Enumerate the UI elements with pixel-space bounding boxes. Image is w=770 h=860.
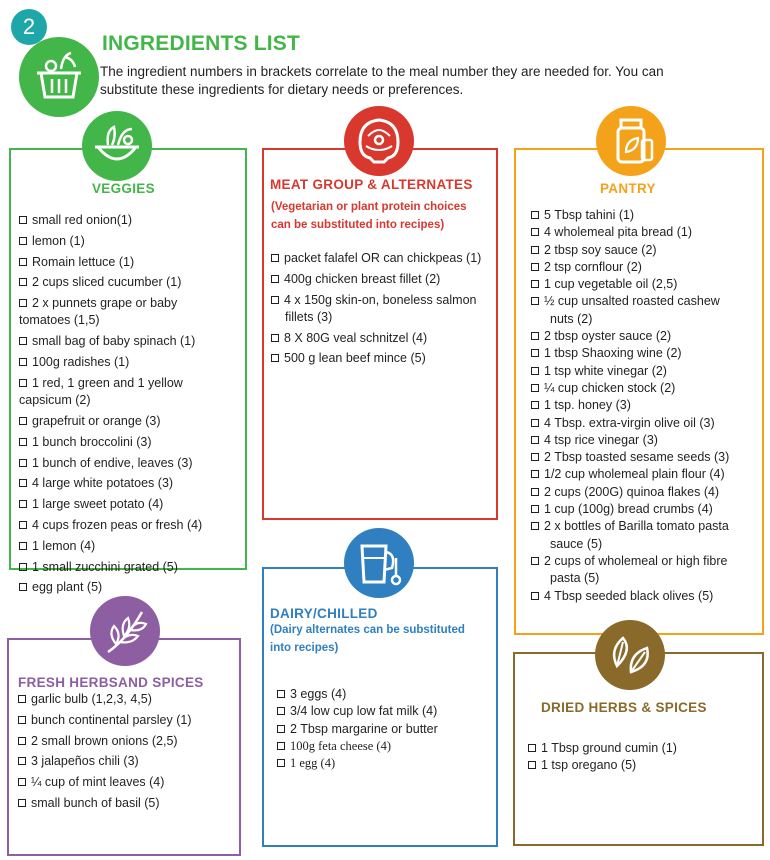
list-item bbox=[531, 224, 759, 241]
checkbox[interactable] bbox=[19, 583, 27, 591]
checkbox[interactable] bbox=[19, 542, 27, 550]
item-text: fillets (3) bbox=[285, 309, 333, 324]
checkbox[interactable] bbox=[19, 216, 27, 224]
item-text: small bag of baby spinach (1) bbox=[32, 334, 196, 349]
list-item bbox=[531, 501, 759, 518]
pantry-list bbox=[531, 207, 759, 605]
item-text: 2 Tbsp toasted sesame seeds (3) bbox=[544, 450, 730, 465]
item-text: 100g radishes (1) bbox=[32, 355, 130, 370]
checkbox[interactable] bbox=[18, 737, 26, 745]
item-text: tomatoes (1,5) bbox=[19, 313, 100, 328]
item-text: 2 Tbsp margarine or butter bbox=[290, 721, 438, 736]
item-text: 4 Tbsp seeded black olives (5) bbox=[544, 588, 714, 603]
item-text: capsicum (2) bbox=[19, 393, 91, 408]
item-text: 1 lemon (4) bbox=[32, 538, 96, 553]
list-item bbox=[271, 330, 493, 347]
checkbox[interactable] bbox=[19, 521, 27, 529]
list-item bbox=[531, 363, 759, 380]
list-item bbox=[531, 328, 759, 345]
dairy-list bbox=[277, 686, 492, 772]
checkbox[interactable] bbox=[19, 379, 27, 387]
dried-list bbox=[528, 740, 758, 775]
checkbox[interactable] bbox=[528, 744, 536, 752]
item-text: garlic bulb (1,2,3, 4,5) bbox=[31, 692, 152, 706]
checkbox[interactable] bbox=[19, 278, 27, 286]
item-text: 2 cups sliced cucumber (1) bbox=[32, 275, 182, 290]
list-item bbox=[531, 242, 759, 259]
item-text: 2 cups of wholemeal or high fibre bbox=[544, 553, 728, 568]
list-item bbox=[271, 350, 493, 367]
herb-sprig-icon bbox=[90, 596, 160, 666]
item-text: 4 wholemeal pita bread (1) bbox=[544, 225, 692, 240]
checkbox[interactable] bbox=[531, 453, 539, 461]
checkbox[interactable] bbox=[18, 757, 26, 765]
item-text: small bunch of basil (5) bbox=[31, 795, 160, 810]
item-text: 4 tsp rice vinegar (3) bbox=[544, 432, 658, 447]
list-item bbox=[531, 276, 759, 293]
checkbox[interactable] bbox=[531, 505, 539, 513]
item-text: ¼ cup of mint leaves (4) bbox=[31, 775, 165, 790]
salad-bowl-icon bbox=[82, 111, 152, 181]
checkbox[interactable] bbox=[531, 488, 539, 496]
list-item bbox=[277, 738, 492, 755]
list-item bbox=[19, 274, 241, 291]
list-item bbox=[531, 397, 759, 414]
list-item bbox=[531, 588, 759, 605]
checkbox[interactable] bbox=[19, 479, 27, 487]
item-text: 5 Tbsp tahini (1) bbox=[544, 208, 635, 222]
list-item bbox=[18, 774, 236, 791]
checkbox[interactable] bbox=[531, 522, 539, 530]
checkbox[interactable] bbox=[277, 690, 285, 698]
checkbox[interactable] bbox=[531, 280, 539, 288]
item-text: 500 g lean beef mince (5) bbox=[284, 351, 426, 366]
veggies-heading: VEGGIES bbox=[92, 181, 155, 196]
item-text: pasta (5) bbox=[550, 571, 600, 586]
checkbox[interactable] bbox=[531, 470, 539, 478]
checkbox[interactable] bbox=[531, 297, 539, 305]
list-item bbox=[531, 518, 759, 535]
list-item bbox=[19, 434, 241, 451]
list-item bbox=[271, 271, 493, 288]
item-text: 2 cups (200G) quinoa flakes (4) bbox=[544, 484, 720, 499]
item-text: 4 cups frozen peas or fresh (4) bbox=[32, 517, 203, 532]
list-item bbox=[531, 553, 759, 570]
checkbox[interactable] bbox=[277, 742, 285, 750]
list-item-continued bbox=[271, 309, 493, 326]
list-item bbox=[19, 254, 241, 271]
list-item bbox=[19, 295, 241, 312]
checkbox[interactable] bbox=[19, 258, 27, 266]
item-text: 4 x 150g skin-on, boneless salmon bbox=[284, 292, 477, 307]
list-item bbox=[19, 233, 241, 250]
item-text: 2 tsp cornflour (2) bbox=[544, 259, 642, 274]
meat-list bbox=[271, 250, 493, 371]
dried-heading: DRIED HERBS & SPICES bbox=[541, 700, 707, 715]
list-item bbox=[19, 475, 241, 492]
checkbox[interactable] bbox=[531, 246, 539, 254]
list-item bbox=[19, 538, 241, 555]
herbs-heading: FRESH HERBSAND SPICES bbox=[18, 675, 204, 690]
checkbox[interactable] bbox=[271, 296, 279, 304]
checkbox[interactable] bbox=[528, 761, 536, 769]
item-text: small red onion(1) bbox=[32, 213, 133, 227]
checkbox[interactable] bbox=[531, 332, 539, 340]
checkbox[interactable] bbox=[531, 263, 539, 271]
checkbox[interactable] bbox=[19, 417, 27, 425]
list-item bbox=[19, 354, 241, 371]
item-text: sauce (5) bbox=[550, 536, 603, 551]
item-text: 1 tsp oregano (5) bbox=[541, 758, 637, 773]
salmon-steak-icon bbox=[344, 106, 414, 176]
checkbox[interactable] bbox=[19, 299, 27, 307]
intro-text bbox=[100, 63, 740, 99]
checkbox[interactable] bbox=[18, 778, 26, 786]
item-text: 2 x bottles of Barilla tomato pasta bbox=[544, 519, 729, 534]
milk-jug-icon bbox=[344, 528, 414, 598]
list-item bbox=[277, 703, 492, 720]
basket-icon bbox=[19, 37, 99, 117]
item-text: egg plant (5) bbox=[32, 580, 103, 595]
meat-note-line-1: (Vegetarian or plant protein choices bbox=[271, 201, 467, 213]
list-item-continued bbox=[531, 536, 759, 553]
jars-icon bbox=[596, 106, 666, 176]
item-text: 1 bunch broccolini (3) bbox=[32, 434, 152, 449]
checkbox[interactable] bbox=[277, 759, 285, 767]
checkbox[interactable] bbox=[19, 459, 27, 467]
item-text: 2 tbsp soy sauce (2) bbox=[544, 242, 657, 257]
list-item bbox=[531, 466, 759, 483]
checkbox[interactable] bbox=[271, 254, 279, 262]
list-item-continued bbox=[19, 392, 241, 409]
list-item bbox=[528, 740, 758, 757]
step-number-badge: 2 bbox=[11, 9, 47, 45]
list-item bbox=[277, 686, 492, 703]
item-text: 1 cup vegetable oil (2,5) bbox=[544, 277, 678, 292]
list-item bbox=[531, 449, 759, 466]
list-item-continued bbox=[531, 311, 759, 328]
checkbox[interactable] bbox=[19, 438, 27, 446]
list-item-continued bbox=[19, 312, 241, 329]
checkbox[interactable] bbox=[531, 384, 539, 392]
item-text: nuts (2) bbox=[550, 311, 593, 326]
list-item bbox=[531, 415, 759, 432]
dairy-heading: DAIRY/CHILLED bbox=[270, 606, 378, 621]
checkbox[interactable] bbox=[531, 592, 539, 600]
list-item bbox=[528, 757, 758, 774]
item-text: packet falafel OR can chickpeas (1) bbox=[284, 251, 482, 265]
pantry-heading: PANTRY bbox=[600, 181, 656, 196]
checkbox[interactable] bbox=[531, 228, 539, 236]
page-title: INGREDIENTS LIST bbox=[102, 32, 301, 55]
item-text: 100g feta cheese (4) bbox=[290, 738, 391, 753]
checkbox[interactable] bbox=[19, 237, 27, 245]
list-item bbox=[19, 375, 241, 392]
checkbox[interactable] bbox=[19, 358, 27, 366]
list-item bbox=[531, 484, 759, 501]
item-text: 1 Tbsp ground cumin (1) bbox=[541, 741, 677, 755]
item-text: lemon (1) bbox=[32, 233, 85, 248]
list-item bbox=[531, 345, 759, 362]
checkbox[interactable] bbox=[531, 436, 539, 444]
checkbox[interactable] bbox=[531, 349, 539, 357]
item-text: 3 jalapeños chili (3) bbox=[31, 754, 139, 769]
herbs-list bbox=[18, 691, 236, 816]
checkbox[interactable] bbox=[531, 557, 539, 565]
item-text: 1 tsp white vinegar (2) bbox=[544, 363, 667, 378]
intro-line-1: The ingredient numbers in brackets correlate to the meal number they are needed for. You can bbox=[100, 64, 664, 79]
checkbox[interactable] bbox=[271, 354, 279, 362]
list-item bbox=[531, 259, 759, 276]
intro-line-2: substitute these ingredients for dietary needs or preferences. bbox=[100, 82, 464, 97]
item-text: 2 x punnets grape or baby bbox=[32, 296, 178, 311]
checkbox[interactable] bbox=[271, 334, 279, 342]
dairy-note bbox=[270, 621, 465, 657]
item-text: 2 tbsp oyster sauce (2) bbox=[544, 329, 672, 344]
list-item bbox=[271, 250, 493, 267]
list-item bbox=[531, 207, 759, 224]
list-item bbox=[531, 432, 759, 449]
item-text: 400g chicken breast fillet (2) bbox=[284, 271, 441, 286]
item-text: 1 tsp. honey (3) bbox=[544, 398, 631, 413]
meat-note bbox=[271, 198, 467, 234]
item-text: 4 Tbsp. extra-virgin olive oil (3) bbox=[544, 415, 715, 430]
dairy-note-line-1: (Dairy alternates can be substituted bbox=[270, 624, 465, 636]
list-item bbox=[18, 691, 236, 708]
list-item bbox=[19, 517, 241, 534]
item-text: Romain lettuce (1) bbox=[32, 254, 135, 269]
list-item bbox=[18, 753, 236, 770]
item-text: 1 large sweet potato (4) bbox=[32, 497, 164, 512]
list-item bbox=[277, 755, 492, 772]
list-item bbox=[19, 413, 241, 430]
item-text: 2 small brown onions (2,5) bbox=[31, 733, 178, 748]
item-text: ½ cup unsalted roasted cashew bbox=[544, 294, 720, 309]
checkbox[interactable] bbox=[19, 337, 27, 345]
list-item bbox=[19, 333, 241, 350]
checkbox[interactable] bbox=[531, 211, 539, 219]
dried-leaves-icon bbox=[595, 620, 665, 690]
meat-note-line-2: can be substituted into recipes) bbox=[271, 219, 445, 231]
checkbox[interactable] bbox=[18, 695, 26, 703]
item-text: 1/2 cup wholemeal plain flour (4) bbox=[544, 467, 725, 482]
list-item bbox=[19, 559, 241, 576]
dairy-note-line-2: into recipes) bbox=[270, 642, 339, 654]
item-text: 8 X 80G veal schnitzel (4) bbox=[284, 330, 428, 345]
list-item bbox=[531, 293, 759, 310]
checkbox[interactable] bbox=[531, 367, 539, 375]
list-item bbox=[18, 712, 236, 729]
checkbox[interactable] bbox=[18, 716, 26, 724]
list-item bbox=[531, 380, 759, 397]
item-text: 1 cup (100g) bread crumbs (4) bbox=[544, 502, 713, 517]
item-text: grapefruit or orange (3) bbox=[32, 413, 161, 428]
list-item bbox=[271, 292, 493, 309]
checkbox[interactable] bbox=[531, 419, 539, 427]
item-text: 1 small zucchini grated (5) bbox=[32, 559, 178, 574]
item-text: 1 egg (4) bbox=[290, 756, 336, 771]
item-text: 3/4 low cup low fat milk (4) bbox=[290, 704, 438, 719]
meat-heading: MEAT GROUP & ALTERNATES bbox=[270, 177, 473, 192]
checkbox[interactable] bbox=[271, 275, 279, 283]
list-item-continued bbox=[531, 570, 759, 587]
list-item bbox=[19, 496, 241, 513]
item-text: 1 bunch of endive, leaves (3) bbox=[32, 455, 193, 470]
item-text: 3 eggs (4) bbox=[290, 687, 347, 701]
checkbox[interactable] bbox=[19, 500, 27, 508]
item-text: bunch continental parsley (1) bbox=[31, 712, 192, 727]
list-item bbox=[18, 733, 236, 750]
item-text: 1 red, 1 green and 1 yellow bbox=[32, 375, 183, 390]
checkbox[interactable] bbox=[18, 799, 26, 807]
list-item bbox=[19, 579, 241, 596]
list-item bbox=[277, 721, 492, 738]
checkbox[interactable] bbox=[277, 707, 285, 715]
list-item bbox=[19, 455, 241, 472]
item-text: ¼ cup chicken stock (2) bbox=[544, 380, 676, 395]
checkbox[interactable] bbox=[531, 401, 539, 409]
checkbox[interactable] bbox=[19, 563, 27, 571]
item-text: 4 large white potatoes (3) bbox=[32, 476, 174, 491]
list-item bbox=[19, 212, 241, 229]
checkbox[interactable] bbox=[277, 725, 285, 733]
veggies-list bbox=[19, 212, 241, 600]
item-text: 1 tbsp Shaoxing wine (2) bbox=[544, 346, 682, 361]
list-item bbox=[18, 795, 236, 812]
